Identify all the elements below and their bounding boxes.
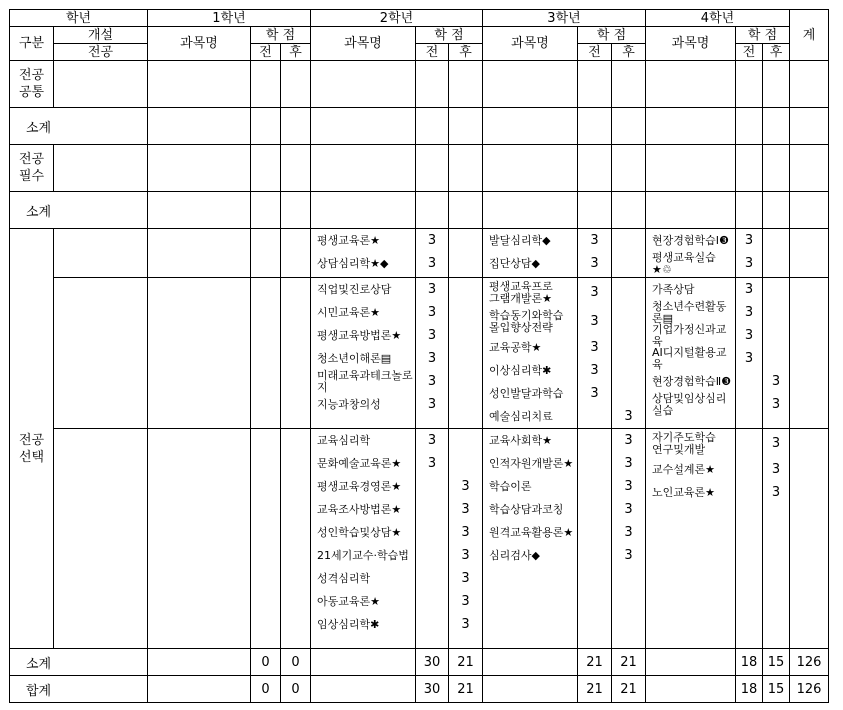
subject-name: 교육조사방법론★ xyxy=(317,502,402,516)
header-year4: 4학년 xyxy=(646,10,790,27)
grand-y3jeon: 21 xyxy=(578,676,612,703)
grand-y1jeon: 0 xyxy=(251,676,281,703)
credit-second: 3 xyxy=(624,548,633,563)
subject-name: 평생교육경영론★ xyxy=(317,479,402,493)
subject-name: 평생교육방법론★ xyxy=(317,328,402,342)
header-y3-credit: 학 점 xyxy=(578,27,646,44)
subject-name: 인적자원개발론★ xyxy=(489,456,574,470)
subject-name: 심리검사◆ xyxy=(489,548,540,562)
credit-first: 3 xyxy=(427,282,437,297)
y3-second-cell xyxy=(612,278,646,429)
subtotal-required: 소계 xyxy=(10,192,148,229)
subject-name: 청소년이해론▤ xyxy=(317,351,392,365)
grand-y2hu: 21 xyxy=(449,676,483,703)
subject-name: 학습동기와학습 몰입향상전략 xyxy=(489,308,564,334)
grand-y4hu: 15 xyxy=(763,676,790,703)
credit-first: 3 xyxy=(427,456,437,471)
subject-name: 이상심리학✱ xyxy=(489,363,552,377)
grand-y1hu: 0 xyxy=(281,676,311,703)
total-cell xyxy=(790,278,829,429)
elective-group-row xyxy=(10,229,829,278)
credit-first: 3 xyxy=(590,340,599,355)
header-y3-second: 후 xyxy=(612,44,646,61)
subject-name: 교육심리학 xyxy=(317,433,371,447)
subject-name: 상담및임상심리실습 xyxy=(652,391,727,417)
total-cell xyxy=(790,229,829,278)
header-y1-subject: 과목명 xyxy=(148,27,251,61)
credit-first: 3 xyxy=(427,397,437,412)
credit-second: 3 xyxy=(461,548,470,563)
credit-first: 3 xyxy=(590,386,599,401)
section-elective xyxy=(10,229,54,649)
grand-subject-blank xyxy=(148,676,251,703)
credit-first: 3 xyxy=(427,374,437,389)
header-category: 구분 xyxy=(10,27,54,61)
subject-name: 평생교육프로 그램개발론★ xyxy=(489,279,553,305)
subject-name: 교육공학★ xyxy=(489,340,542,354)
y4-second-cell xyxy=(763,278,790,429)
credit-first: 3 xyxy=(427,233,437,248)
subject-name: 성인학습및상담★ xyxy=(317,525,402,539)
subject-name: 집단상담◆ xyxy=(489,256,540,270)
subject-name: 미래교육과테크놀로지 xyxy=(317,368,413,394)
subject-name: 지능과창의성 xyxy=(317,397,381,411)
subject-name: 임상심리학✱ xyxy=(317,617,380,631)
grand-total: 126 xyxy=(790,676,829,703)
open-major-cell xyxy=(54,229,148,278)
subject-name: 아동교육론★ xyxy=(317,594,380,608)
subject-name: 평생교육론★ xyxy=(317,233,380,247)
header-y1-first: 전 xyxy=(251,44,281,61)
subject-name: AI디지털활용교육 xyxy=(652,345,727,371)
subtotal-y4jeon: 18 xyxy=(736,649,763,676)
subject-name: 문화예술교육론★ xyxy=(317,456,402,470)
header-year1: 1학년 xyxy=(148,10,311,27)
subtotal-y4hu: 15 xyxy=(763,649,790,676)
subject-name: 가족상담 xyxy=(652,282,695,296)
y3-first-cell xyxy=(578,229,612,278)
header-y4-first: 전 xyxy=(736,44,763,61)
y4-subject-cell xyxy=(646,229,736,278)
subtotal-subject-blank xyxy=(311,649,416,676)
credit-second: 3 xyxy=(624,409,633,424)
grand-total-label: 합계 xyxy=(10,676,148,703)
subject-name: 현장경험학습Ⅰ❸ xyxy=(652,233,729,247)
subtotal-y3hu: 21 xyxy=(612,649,646,676)
y1-second-cell xyxy=(281,429,311,649)
credit-second: 3 xyxy=(771,436,781,451)
elective-group-row xyxy=(10,429,829,649)
section-common-label: 전공 공통 xyxy=(18,68,45,100)
y4-first-cell xyxy=(736,429,763,649)
y2-second-cell xyxy=(449,429,483,649)
subject-name: 발달심리학◆ xyxy=(489,233,551,247)
elective-group-row xyxy=(10,278,829,429)
y4-first-cell xyxy=(736,229,763,278)
credit-first: 3 xyxy=(427,351,437,366)
y2-second-cell xyxy=(449,278,483,429)
credit-first: 3 xyxy=(590,233,599,248)
credit-second: 3 xyxy=(771,462,781,477)
credit-second: 3 xyxy=(624,433,633,448)
section-common xyxy=(10,61,54,108)
header-y1-second: 후 xyxy=(281,44,311,61)
credit-second: 3 xyxy=(461,571,470,586)
credit-second: 3 xyxy=(461,479,470,494)
header-y4-credit: 학 점 xyxy=(736,27,790,44)
y2-first-cell xyxy=(416,229,449,278)
subtotal-y1hu: 0 xyxy=(281,649,311,676)
subject-name: 노인교육론★ xyxy=(652,485,715,499)
open-major-cell xyxy=(54,429,148,649)
y1-first-cell xyxy=(251,229,281,278)
subtotal-row xyxy=(10,649,829,676)
y4-subject-cell xyxy=(646,278,736,429)
subject-name: 청소년수련활동론▤ xyxy=(652,299,727,325)
credit-first: 3 xyxy=(427,256,437,271)
header-grade: 학년 xyxy=(10,10,148,27)
curriculum-table xyxy=(9,9,829,703)
credit-first: 3 xyxy=(590,285,599,300)
subject-name: 예술심리치료 xyxy=(489,409,553,423)
credit-second: 3 xyxy=(461,502,470,517)
section-elective-label: 전공 선택 xyxy=(18,432,45,465)
y2-first-cell xyxy=(416,429,449,649)
credit-first: 3 xyxy=(744,351,754,366)
subject-name: 자기주도학습 연구및개발 xyxy=(652,430,716,456)
header-y2-credit: 학 점 xyxy=(416,27,483,44)
credit-first: 3 xyxy=(744,256,754,271)
subtotal-subject-blank xyxy=(483,649,578,676)
y4-subject-cell xyxy=(646,429,736,649)
y1-second-cell xyxy=(281,229,311,278)
y3-second-cell xyxy=(612,229,646,278)
header-year2: 2학년 xyxy=(311,10,483,27)
subject-name: 원격교육활용론★ xyxy=(489,525,574,539)
y1-first-cell xyxy=(251,429,281,649)
y1-subject-cell xyxy=(148,229,251,278)
grand-y4jeon: 18 xyxy=(736,676,763,703)
header-major: 전공 xyxy=(54,44,148,61)
header-year3: 3학년 xyxy=(483,10,646,27)
header-y2-second: 후 xyxy=(449,44,483,61)
y3-subject-cell xyxy=(483,229,578,278)
y4-second-cell xyxy=(763,429,790,649)
subject-name: 학습이론 xyxy=(489,479,532,493)
y3-subject-cell xyxy=(483,278,578,429)
header-open: 개설 xyxy=(54,27,148,44)
subject-name: 직업및진로상담 xyxy=(317,282,392,296)
credit-first: 3 xyxy=(427,328,437,343)
grand-y3hu: 21 xyxy=(612,676,646,703)
subject-name: 교수설계론★ xyxy=(652,462,715,476)
credit-second: 3 xyxy=(771,374,781,389)
y1-subject-cell xyxy=(148,429,251,649)
grand-subject-blank xyxy=(311,676,416,703)
credit-second: 3 xyxy=(624,479,633,494)
credit-first: 3 xyxy=(427,433,437,448)
credit-first: 3 xyxy=(744,233,754,248)
header-y2-subject: 과목명 xyxy=(311,27,416,61)
credit-second: 3 xyxy=(624,502,633,517)
header-y4-second: 후 xyxy=(763,44,790,61)
y4-second-cell xyxy=(763,229,790,278)
subject-name: 성격심리학 xyxy=(317,571,371,585)
y1-subject-cell xyxy=(148,278,251,429)
subtotal-subject-blank xyxy=(148,649,251,676)
subject-name: 교육사회학★ xyxy=(489,433,552,447)
grand-subject-blank xyxy=(483,676,578,703)
subtotal-subject-blank xyxy=(646,649,736,676)
credit-second: 3 xyxy=(461,525,470,540)
y2-second-cell xyxy=(449,229,483,278)
grand-total-row xyxy=(10,676,829,703)
credit-second: 3 xyxy=(624,456,633,471)
subject-name: 성인발달과학습 xyxy=(489,386,564,400)
credit-second: 3 xyxy=(461,594,470,609)
y3-first-cell xyxy=(578,278,612,429)
subject-name: 시민교육론★ xyxy=(317,305,380,319)
section-required xyxy=(10,145,54,192)
credit-first: 3 xyxy=(744,282,754,297)
header-y1-credit: 학 점 xyxy=(251,27,311,44)
y2-subject-cell xyxy=(311,429,416,649)
y2-first-cell xyxy=(416,278,449,429)
credit-first: 3 xyxy=(427,305,437,320)
header-y3-subject: 과목명 xyxy=(483,27,578,61)
subject-name: 학습상담과코칭 xyxy=(489,502,564,516)
grand-subject-blank xyxy=(646,676,736,703)
header-y4-subject: 과목명 xyxy=(646,27,736,61)
y1-first-cell xyxy=(251,278,281,429)
credit-second: 3 xyxy=(771,397,781,412)
y2-subject-cell xyxy=(311,229,416,278)
header-y2-first: 전 xyxy=(416,44,449,61)
subtotal-y2hu: 21 xyxy=(449,649,483,676)
subject-name: 21세기교수·학습법 xyxy=(317,548,409,562)
subtotal-elective: 소계 xyxy=(10,649,148,676)
y3-subject-cell xyxy=(483,429,578,649)
subject-name: 상담심리학★◆ xyxy=(317,256,389,270)
subtotal-y3jeon: 21 xyxy=(578,649,612,676)
credit-first: 3 xyxy=(744,328,754,343)
subtotal-y2jeon: 30 xyxy=(416,649,449,676)
header-y3-first: 전 xyxy=(578,44,612,61)
credit-second: 3 xyxy=(624,525,633,540)
y4-first-cell xyxy=(736,278,763,429)
subject-name: 기업가정신과교육 xyxy=(652,322,727,348)
subtotal-y1jeon: 0 xyxy=(251,649,281,676)
y3-second-cell xyxy=(612,429,646,649)
subtotal-total: 126 xyxy=(790,649,829,676)
grand-y2jeon: 30 xyxy=(416,676,449,703)
credit-second: 3 xyxy=(771,485,781,500)
section-required-label: 전공 필수 xyxy=(18,152,45,184)
y2-subject-cell xyxy=(311,278,416,429)
credit-first: 3 xyxy=(590,256,599,271)
subject-name: 평생교육실습★♲ xyxy=(652,250,716,276)
subject-name: 현장경험학습Ⅱ❸ xyxy=(652,374,732,388)
credit-first: 3 xyxy=(590,314,599,329)
y3-first-cell xyxy=(578,429,612,649)
credit-first: 3 xyxy=(590,363,599,378)
credit-first: 3 xyxy=(744,305,754,320)
open-major-cell xyxy=(54,278,148,429)
y1-second-cell xyxy=(281,278,311,429)
total-cell xyxy=(790,429,829,649)
header-total: 계 xyxy=(790,10,829,61)
subtotal-common: 소계 xyxy=(10,108,148,145)
credit-second: 3 xyxy=(461,617,470,632)
